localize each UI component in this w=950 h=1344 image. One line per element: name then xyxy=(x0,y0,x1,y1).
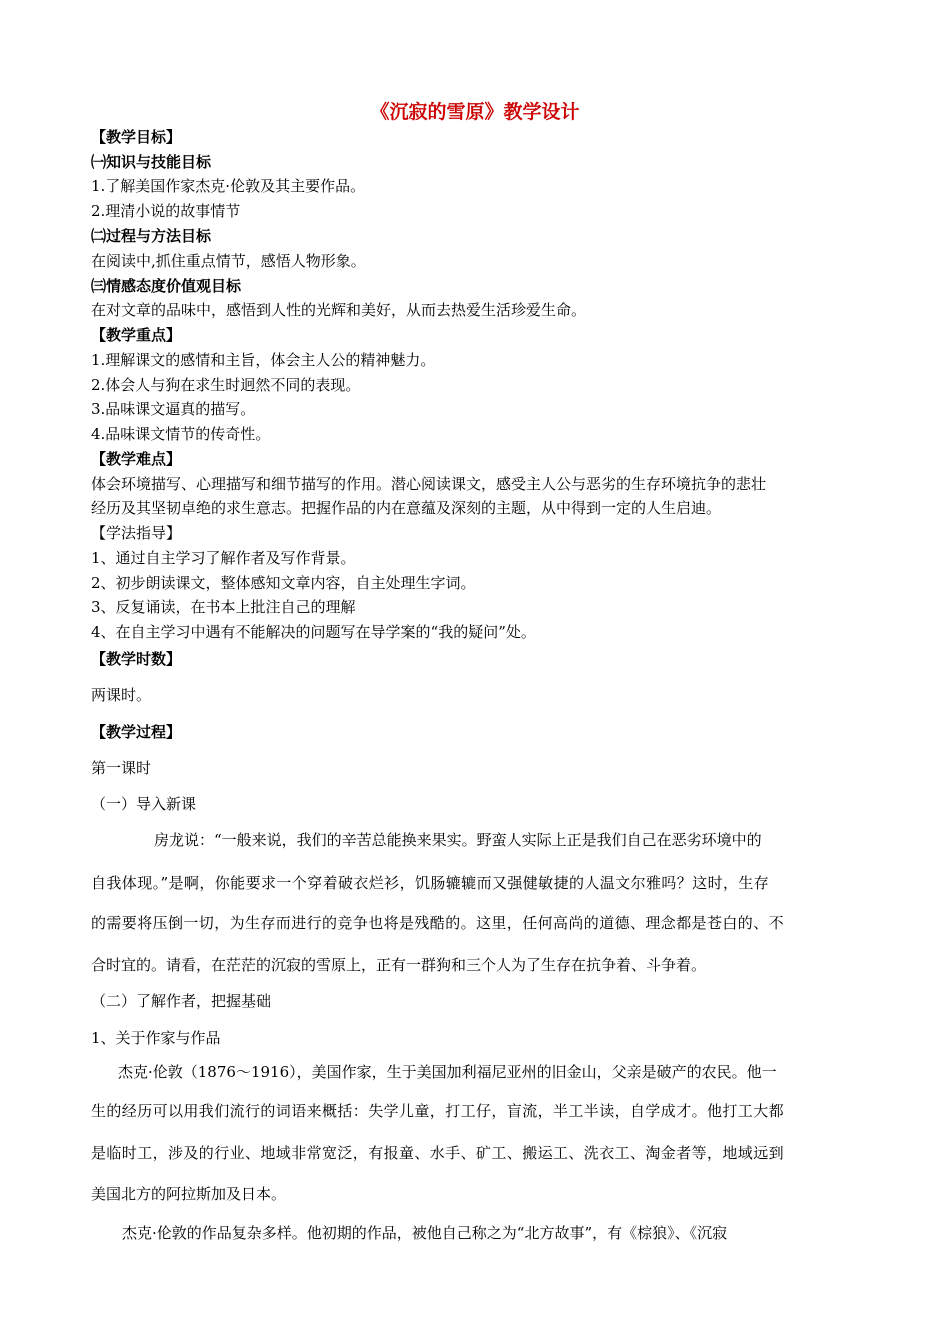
method-heading: 【学法指导】 xyxy=(91,524,182,542)
key-item: 2.体会人与狗在求生时迥然不同的表现。 xyxy=(91,376,361,394)
goals-heading: 【教学目标】 xyxy=(91,128,182,146)
method-item: 2、初步朗读课文，整体感知文章内容，自主处理生字词。 xyxy=(91,574,476,592)
intro-heading: （一）导入新课 xyxy=(91,795,197,813)
goal2-text: 在阅读中,抓住重点情节，感悟人物形象。 xyxy=(91,252,366,270)
key-item: 3.品味课文逼真的描写。 xyxy=(91,400,256,418)
goal2-heading: ㈡过程与方法目标 xyxy=(91,227,212,245)
author-line: 生的经历可以用我们流行的词语来概括：失学儿童，打工仔，盲流，半工半读，自学成才。他打工大都 xyxy=(91,1102,785,1120)
goal3-text: 在对文章的品味中，感悟到人性的光辉和美好，从而去热爱生活珍爱生命。 xyxy=(91,301,587,319)
goal3-heading: ㈢情感态度价值观目标 xyxy=(91,277,242,295)
goal1-item: 1.了解美国作家杰克·伦敦及其主要作品。 xyxy=(91,177,366,195)
author-line: 杰克·伦敦（1876～1916），美国作家，生于美国加利福尼亚州的旧金山，父亲是破产的农民。他一 xyxy=(118,1063,777,1081)
process-heading: 【教学过程】 xyxy=(91,723,182,741)
goal1-item: 2.理清小说的故事情节 xyxy=(91,202,241,220)
difficult-line: 体会环境描写、心理描写和细节描写的作用。潜心阅读课文，感受主人公与恶劣的生存环境抗争的悲壮 xyxy=(91,475,767,493)
key-item: 4.品味课文情节的传奇性。 xyxy=(91,425,271,443)
difficult-line: 经历及其坚韧卓绝的求生意志。把握作品的内在意蕴及深刻的主题，从中得到一定的人生启迪。 xyxy=(91,499,722,517)
intro-line: 的需要将压倒一切，为生存而进行的竞争也将是残酷的。这里，任何高尚的道德、理念都是苍白的、不 xyxy=(91,914,785,932)
hours-text: 两课时。 xyxy=(91,686,152,704)
intro-line: 合时宜的。请看，在茫茫的沉寂的雪原上，正有一群狗和三个人为了生存在抗争着、斗争着。 xyxy=(91,956,707,974)
hours-heading: 【教学时数】 xyxy=(91,650,182,668)
works-line: 杰克·伦敦的作品复杂多样。他初期的作品，被他自己称之为“北方故事”，有《棕狼》、《沉寂 xyxy=(122,1224,728,1242)
method-item: 3、反复诵读，在书本上批注自己的理解 xyxy=(91,598,356,616)
author-line: 美国北方的阿拉斯加及日本。 xyxy=(91,1185,287,1203)
intro-line: 房龙说：“一般来说，我们的辛苦总能换来果实。野蛮人实际上正是我们自己在恶劣环境中的 xyxy=(154,831,762,849)
author-heading: （二）了解作者，把握基础 xyxy=(91,992,272,1010)
key-heading: 【教学重点】 xyxy=(91,326,182,344)
author-line: 是临时工，涉及的行业、地域非常宽泛，有报童、水手、矿工、搬运工、洗衣工、淘金者等，地域远到 xyxy=(91,1144,785,1162)
method-item: 1、通过自主学习了解作者及写作背景。 xyxy=(91,549,356,567)
method-item: 4、在自主学习中遇有不能解决的问题写在导学案的“我的疑问”处。 xyxy=(91,623,536,641)
author-subheading: 1、关于作家与作品 xyxy=(91,1029,221,1047)
goal1-heading: ㈠知识与技能目标 xyxy=(91,153,212,171)
lesson-label: 第一课时 xyxy=(91,759,152,777)
document-title: 《沉寂的雪原》教学设计 xyxy=(370,101,580,123)
key-item: 1.理解课文的感情和主旨，体会主人公的精神魅力。 xyxy=(91,351,436,369)
difficult-heading: 【教学难点】 xyxy=(91,450,182,468)
intro-line: 自我体现。”是啊，你能要求一个穿着破衣烂衫，饥肠辘辘而又强健敏捷的人温文尔雅吗？这时，生存 xyxy=(91,874,770,892)
